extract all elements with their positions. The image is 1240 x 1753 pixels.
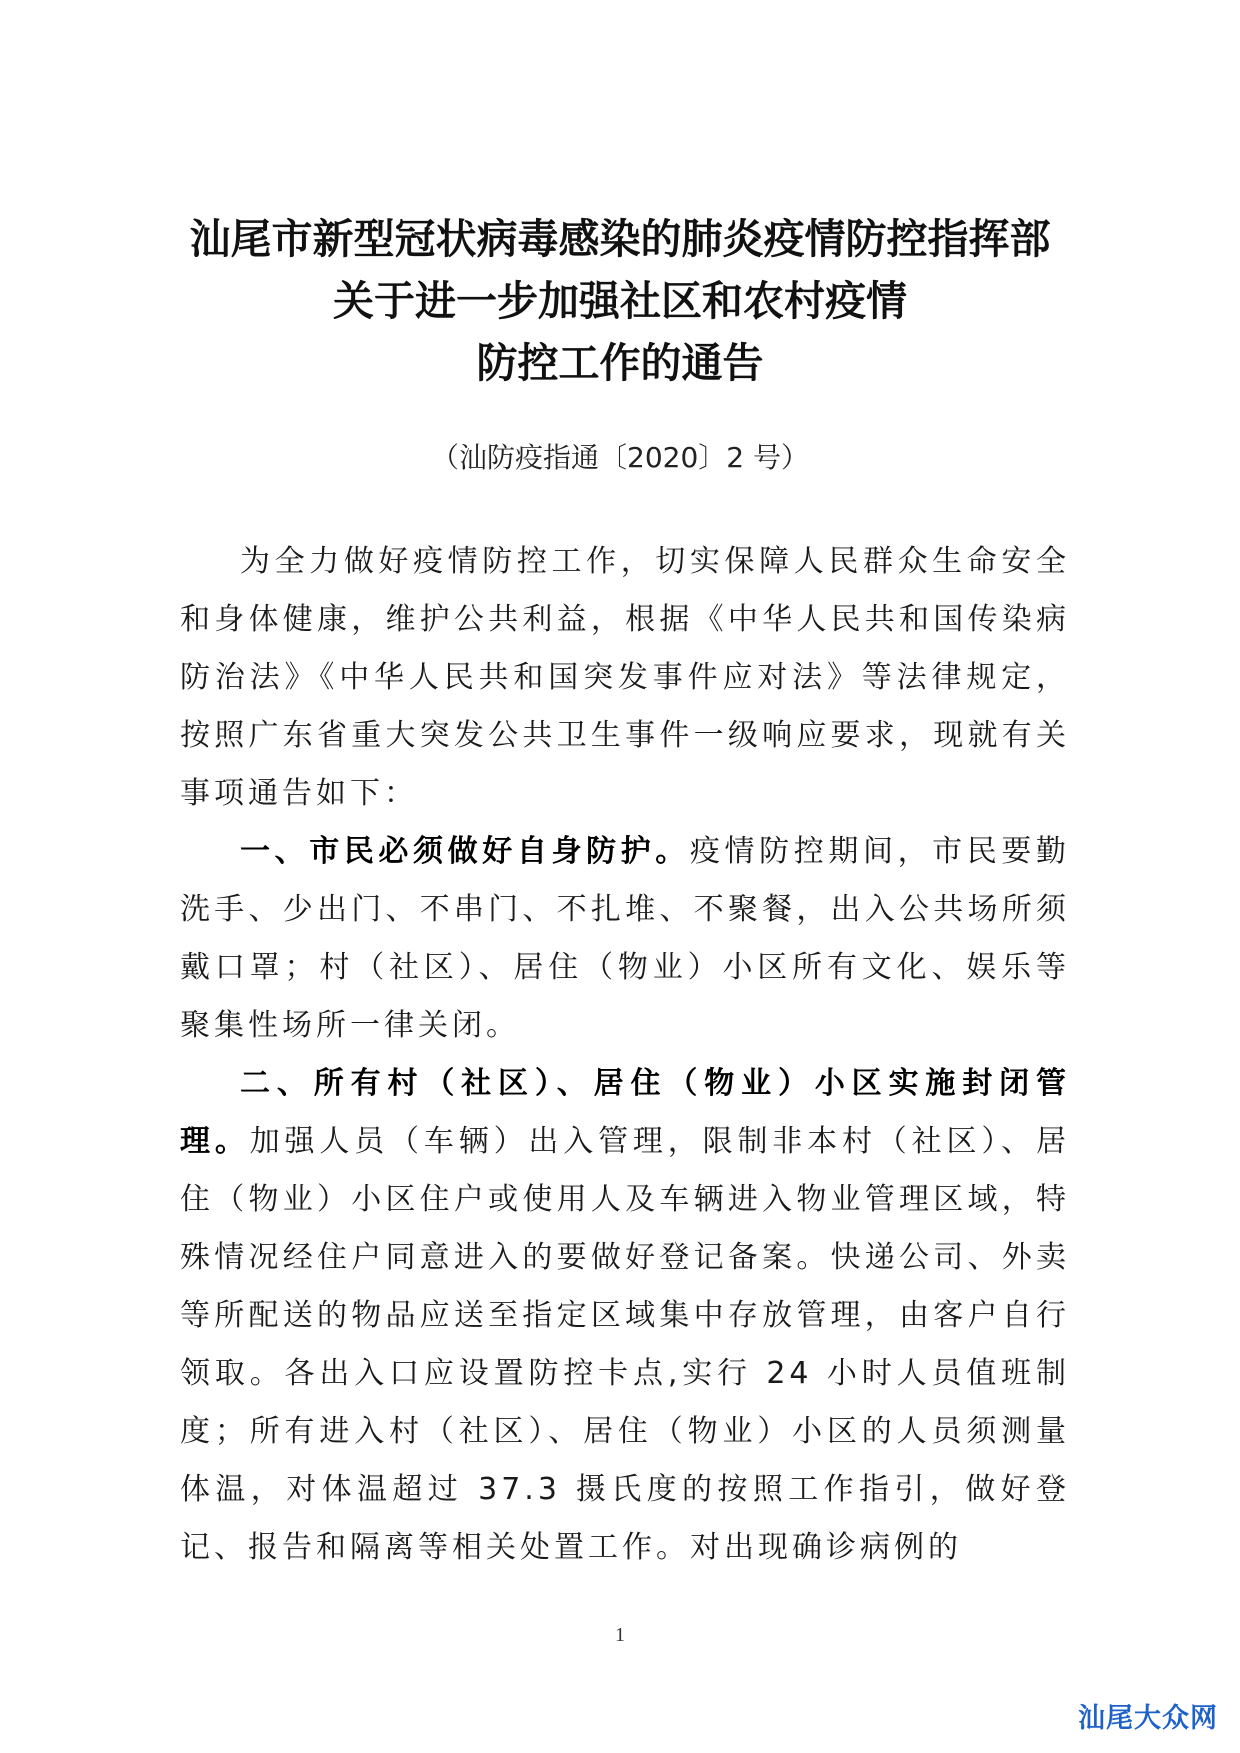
document-number: （汕防疫指通〔2020〕2 号） <box>431 441 809 474</box>
site-watermark: 汕尾大众网 <box>1078 1703 1218 1734</box>
document-title <box>150 208 1090 394</box>
title-line-2: 关于进一步加强社区和农村疫情 <box>333 277 907 325</box>
paragraph-text: 为全力做好疫情防控工作，切实保障人民群众生命安全和身体健康，维护公共利益，根据《中华人民共和国传染病防治法》《中华人民共和国突发事件应对法》等法律规定，按照广东省重大突发公共卫生事件一级响应要求，现就有关事项通告如下： <box>180 544 1070 811</box>
title-line-1: 汕尾市新型冠状病毒感染的肺炎疫情防控指挥部 <box>189 215 1051 263</box>
paragraph-lead: 一、市民必须做好自身防护。 <box>240 834 690 869</box>
paragraph-lead: 二、所有村（社区）、居住（物业）小区实施封闭管理。 <box>180 1066 1070 1159</box>
paragraph-item-2 <box>180 1055 1070 1577</box>
paragraph-intro <box>180 533 1070 823</box>
title-line-3: 防控工作的通告 <box>476 339 764 387</box>
paragraph-text: 加强人员（车辆）出入管理，限制非本村（社区）、居住（物业）小区住户或使用人及车辆进入物业管理区域，特殊情况经住户同意进入的要做好登记备案。快递公司、外卖等所配送的物品应送至指定区域集中存放管理，由客户自行领取。各出入口应设置防控卡点,实行 24 小时人员值班制度；所有进入村（社区）、居住（物业）小区的人员须测量体温，对体温超过 37.3 摄氏度的按照工作指引，做好登记、报告和隔离等相关处置工作。对出现确诊病例的 <box>180 1124 1071 1565</box>
page-number: 1 <box>615 1624 625 1646</box>
document-body <box>180 533 1070 1577</box>
paragraph-text: 疫情防控期间，市民要勤洗手、少出门、不串门、不扎堆、不聚餐，出入公共场所须戴口罩；村（社区）、居住（物业）小区所有文化、娱乐等聚集性场所一律关闭。 <box>180 834 1071 1043</box>
paragraph-item-1 <box>180 823 1070 1055</box>
